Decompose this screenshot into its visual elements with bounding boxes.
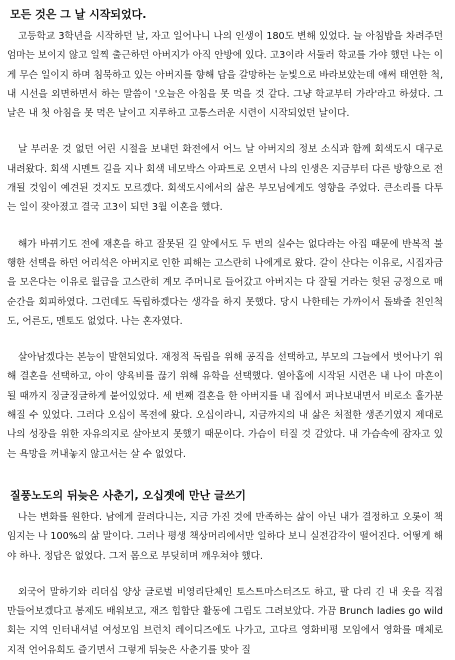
paragraph-gap [7,218,445,235]
section-1-paragraph-1: 고등학교 3학년을 시작하던 날, 자고 일어나니 나의 인생이 180도 변해 있었다. 늘 아침밥을 차려주던 엄마는 보이지 않고 일찍 출근하던 아버지가 아직 안방에 있다. 고3이라 서둘러 학교를 가야 했던 나는 이게 무슨 일이지 하며 침묵하고 있는 아버지를 향해 답을 갈망하는 눈빛으로 바라보았는데 애써 태연한 척, 내 시선을 외면하면서 하는 말씀이 '오늘은 아침을 못 먹을 것 같다. 그냥 학교부터 가라'라고 하셨다. 그날은 내 첫 아침을 못 먹은 날이고 지루하고 고통스러운 시련이 시작되었던 날이다. [7,31,443,120]
section-2-paragraph-1: 나는 변화를 원한다. 남에게 끌려다니는, 지금 가진 것에 만족하는 삶이 아닌 내가 결정하고 오롯이 책임지는 나 100%의 삶 말이다. 그러나 평생 책상머리에서만 일하다 보니 실전감각이 떨어진다. 어떻게 해야 하나. 정답은 없었다. 그저 몸으로 부딪히며 깨우쳐야 했다. [7,511,443,562]
section-1-paragraph-4: 살아남겠다는 본능이 발현되었다. 재정적 독립을 위해 공직을 선택하고, 부모의 그늘에서 벗어나기 위해 결혼을 선택하고, 아이 양육비를 끊기 위해 유학을 선택했다. 열아홉에 시작된 시련은 내 나이 마흔이 될 때까지 징글징글하게 붙어있었다. 세 번째 결혼을 한 아버지를 내 집에서 퍼나보내면서 비로소 홀가분해질 수 있었다. 그러다 오십이 목전에 왔다. 오십이라니, 지금까지의 내 삶은 처절한 생존기였지 제대로 나의 성장을 위한 자유의지로 살아보지 못했기 때문이다. 가슴이 터질 것 같았다. 내 가슴속에 잠자고 있는 욕망을 꺼내놓지 않고서는 살 수 없었다. [7,352,443,460]
section-1-title: 모든 것은 그 날 시작되었다. [10,8,147,21]
paragraph-gap [7,123,445,140]
paragraph-gap [7,566,445,583]
paragraph-gap [7,331,445,348]
section-1-paragraph-2: 날 부러운 것 없던 어린 시절을 보내던 화전에서 어느 날 아버지의 정보 소식과 함께 회색도시 대구로 내려왔다. 회색 시멘트 길을 지나 회색 네모박스 아파트로 오면서 나의 인생은 지금부터 다른 방향으로 전개될 것임이 예견된 것지도 모르겠다. 회색도시에서의 삶은 부모님에게도 영향을 주었다. 큰소리를 다투는 일이 잦아졌고 결국 고3이 되던 3월 이혼을 했다. [7,144,443,214]
section-2-title: 질풍노도의 뒤늦은 사춘기, 오십곗에 만난 글쓰기 [10,488,246,502]
section-2-paragraph-2: 외국어 말하기와 리더십 양상 글로벌 비영리단체인 토스트마스터즈도 하고, 팔 다리 긴 내 옷을 직접 만들어보겠다고 봉제도 배워보고, 재즈 힙합단 활동에 그림도 그려보았다. 가끔 Brunch ladies go wild회는 지역 인터내셔널 여성모임 브런치 레이디즈에도 나가고, 고다르 영화비평 모임에서 영화를 매체로 지적 언어유희도 즐기면서 그렇게 뒤늦은 사춘기를 맞아 질 [7,586,443,656]
section-1-paragraph-3: 해가 바뀌기도 전에 재혼을 하고 잘못된 길 앞에서도 두 번의 실수는 없다라는 아집 때문에 반복적 불행한 선택을 하던 어리석은 아버지로 인한 피해는 고스란히 나에게로 왔다. 갈이 산다는 이유로, 시집자금을 모은다는 이유로 월급을 고스란히 계모 주머니로 들어갔고 아버지는 다 잘될 거라는 헛된 긍정으로 매순간을 회피하였다. 그런데도 독립하겠다는 생각을 하지 못했다. 당시 나한테는 가까이서 돌봐줄 친인척도, 어른도, 멘토도 없었다. 나는 혼자였다. [7,238,443,327]
document-page [7,7,445,660]
